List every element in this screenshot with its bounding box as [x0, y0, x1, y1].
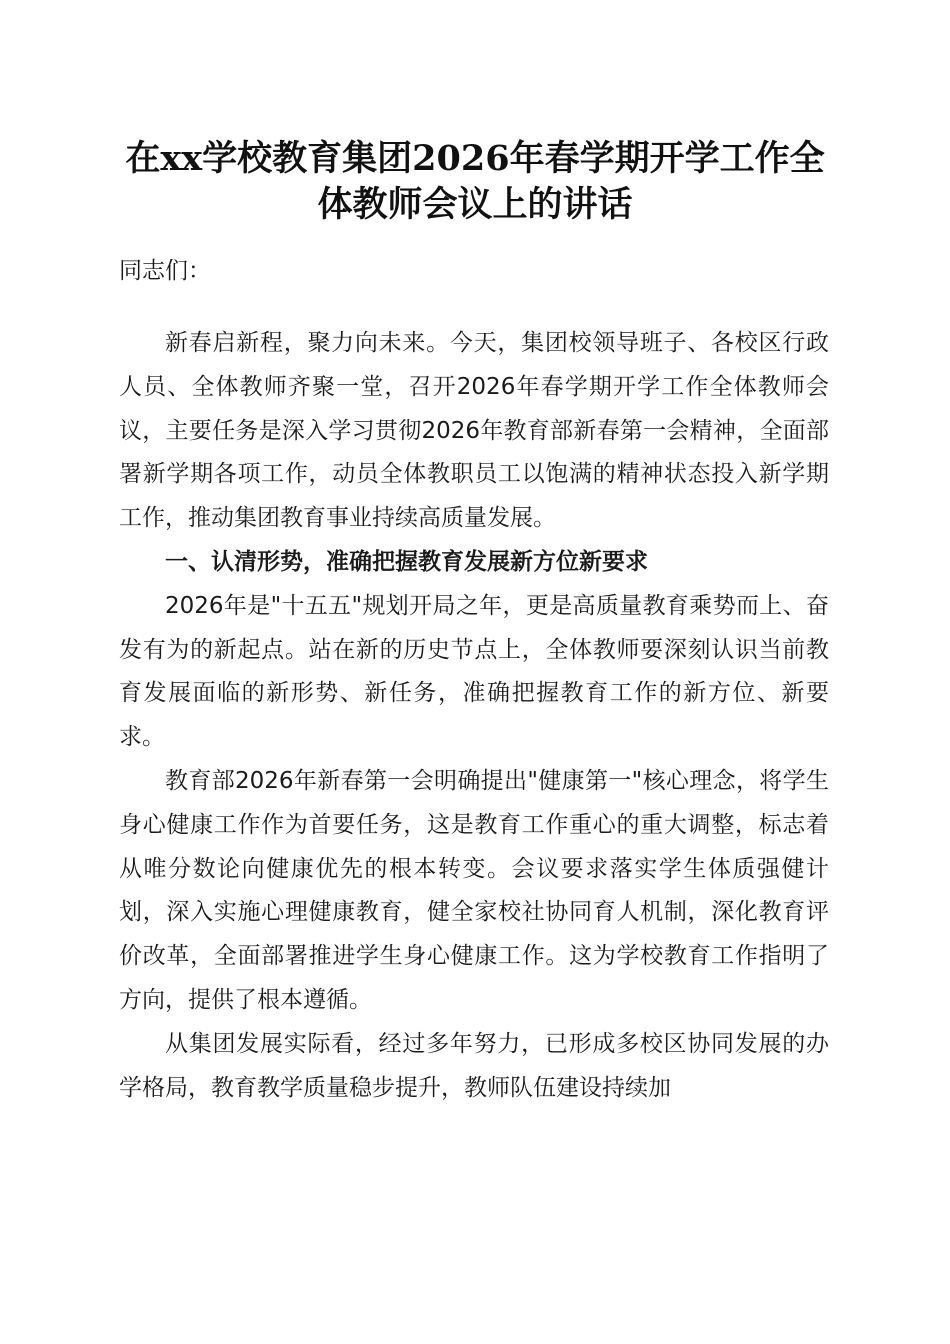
paragraph-2: 教育部2026年新春第一会明确提出"健康第一"核心理念，将学生身心健康工作作为首要任务，这是教育工作重心的重大调整，标志着从唯分数论向健康优先的根本转变。会议要求落实学生体质强健计划，深入实施心理健康教育，健全家校社协同育人机制，深化教育评价改革，全面部署推进学生身心健康工作。这为学校教育工作指明了方向，提供了根本遵循。: [119, 767, 829, 1013]
document-body: [119, 322, 829, 1110]
salutation: 同志们：: [119, 258, 211, 284]
paragraph-intro: 新春启新程，聚力向未来。今天，集团校领导班子、各校区行政人员、全体教师齐聚一堂，召开2026年春学期开学工作全体教师会议，主要任务是深入学习贯彻2026年教育部新春第一会精神，全面部署新学期各项工作，动员全体教职员工以饱满的精神状态投入新学期工作，推动集团教育事业持续高质量发展。: [119, 330, 829, 532]
paragraph-1: 2026年是"十五五"规划开局之年，更是高质量教育乘势而上、奋发有为的新起点。站在新的历史节点上，全体教师要深刻认识当前教育发展面临的新形势、新任务，准确把握教育工作的新方位、新要求。: [119, 592, 829, 751]
section-heading-1: 一、认清形势，准确把握教育发展新方位新要求: [165, 548, 648, 575]
paragraph-3: 从集团发展实际看，经过多年努力，已形成多校区协同发展的办学格局，教育教学质量稳步提升，教师队伍建设持续加: [119, 1030, 829, 1101]
document-title-line-2: 体教师会议上的讲话: [317, 184, 633, 225]
document-title-line-1: 在xx学校教育集团2026年春学期开学工作全: [125, 138, 825, 179]
